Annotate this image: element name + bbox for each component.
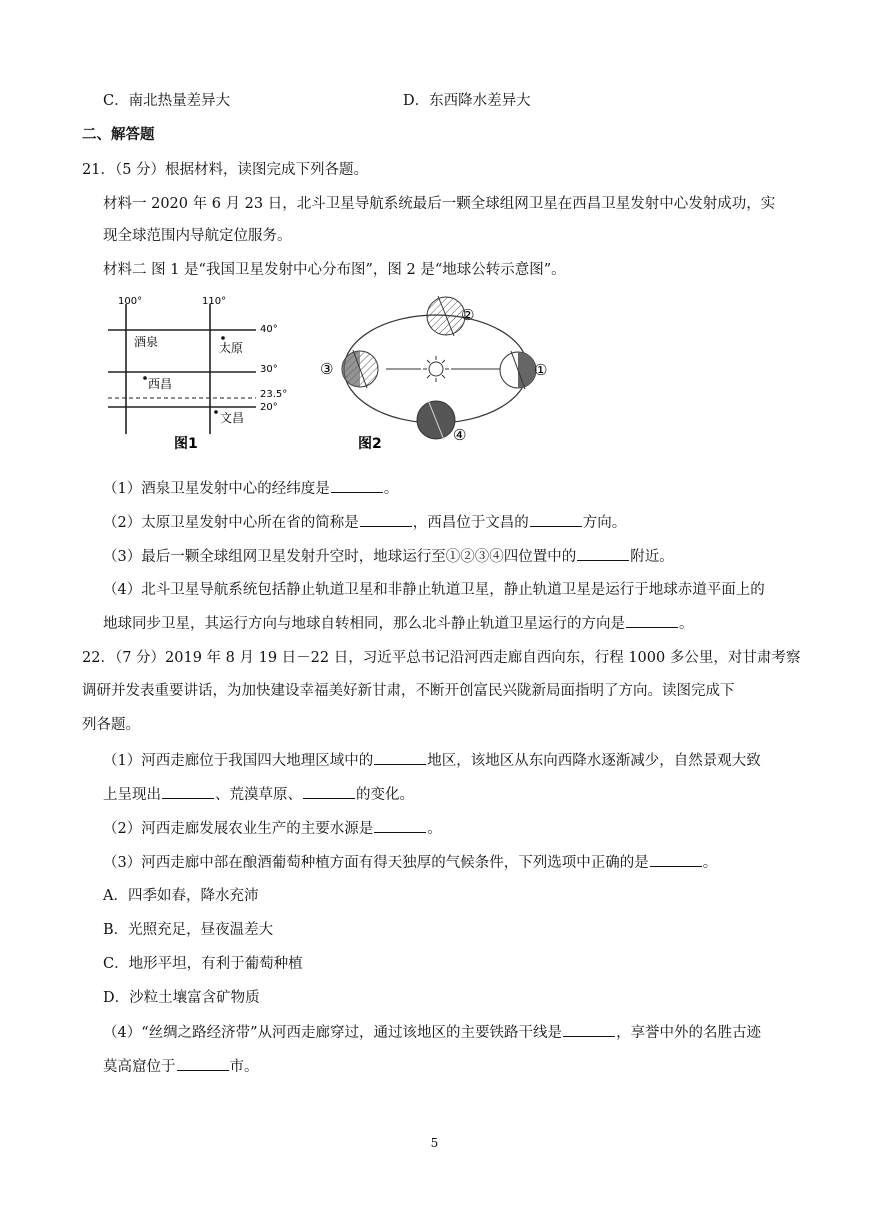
lat-23-5-label: 23.5° bbox=[260, 389, 288, 400]
earth-position-2 bbox=[427, 296, 465, 336]
answer-blank[interactable] bbox=[626, 613, 678, 628]
q22-option-a: A．四季如春，降水充沛 bbox=[103, 888, 259, 904]
q22-option-c: C．地形平坦，有利于葡萄种植 bbox=[103, 956, 303, 972]
answer-blank[interactable] bbox=[303, 784, 355, 799]
answer-blank[interactable] bbox=[563, 1022, 615, 1037]
option-c: C．南北热量差异大 bbox=[103, 93, 231, 109]
q22-option-b: B．光照充足，昼夜温差大 bbox=[103, 922, 274, 938]
answer-blank[interactable] bbox=[374, 750, 426, 765]
lon-110-label: 110° bbox=[202, 296, 227, 307]
q21-material1-line1: 材料一 2020 年 6 月 23 日，北斗卫星导航系统最后一颗全球组网卫星在西昌卫星发射中心发射成功，实 bbox=[103, 196, 776, 212]
earth-position-1 bbox=[500, 351, 536, 389]
q21-material1-line2: 现全球范围内导航定位服务。 bbox=[103, 228, 292, 244]
earth-position-4 bbox=[417, 400, 455, 440]
answer-blank[interactable] bbox=[162, 784, 214, 799]
lat-40-label: 40° bbox=[260, 324, 278, 335]
figure-1-map bbox=[104, 294, 300, 454]
lat-30-label: 30° bbox=[260, 364, 278, 375]
xichang-label: 西昌 bbox=[148, 377, 173, 391]
answer-blank[interactable] bbox=[331, 478, 383, 493]
answer-blank[interactable] bbox=[530, 512, 582, 527]
label-position-4: ④ bbox=[453, 426, 467, 444]
lon-100-label: 100° bbox=[118, 296, 143, 307]
answer-blank[interactable] bbox=[360, 512, 412, 527]
label-position-2: ② bbox=[461, 306, 475, 324]
answer-blank[interactable] bbox=[374, 818, 426, 833]
answer-blank[interactable] bbox=[177, 1056, 229, 1071]
q21-sub1: （1）酒泉卫星发射中心的经纬度是 。 bbox=[103, 478, 398, 499]
q21-sub4-line1: （4）北斗卫星导航系统包括静止轨道卫星和非静止轨道卫星，静止轨道卫星是运行于地球赤道平面上的 bbox=[103, 582, 765, 598]
q21-stem: 21．（5 分）根据材料，读图完成下列各题。 bbox=[82, 162, 369, 178]
lat-20-label: 20° bbox=[260, 402, 278, 413]
figure-1-caption: 图1 bbox=[174, 436, 198, 452]
label-position-1: ① bbox=[534, 361, 548, 379]
q22-option-d: D．沙粒土壤富含矿物质 bbox=[103, 990, 260, 1006]
xichang-dot bbox=[143, 376, 147, 380]
answer-blank[interactable] bbox=[577, 546, 629, 561]
q21-sub2: （2）太原卫星发射中心所在省的简称是 ，西昌位于文昌的 方向。 bbox=[103, 512, 626, 533]
q22-stem-line3: 列各题。 bbox=[82, 717, 140, 733]
jiuquan-label: 酒泉 bbox=[134, 335, 159, 349]
label-position-3: ③ bbox=[320, 360, 334, 378]
page-number: 5 bbox=[430, 1136, 439, 1150]
wenchang-label: 文昌 bbox=[220, 411, 245, 425]
taiyuan-label: 太原 bbox=[219, 341, 244, 355]
q21-sub3: （3）最后一颗全球组网卫星发射升空时，地球运行至①②③④四位置中的 附近。 bbox=[103, 546, 674, 567]
q22-sub4-line2: 莫高窟位于 市。 bbox=[103, 1056, 259, 1077]
q22-sub1-line2: 上呈现出 、荒漠草原、 的变化。 bbox=[103, 784, 414, 805]
wenchang-dot bbox=[214, 410, 218, 414]
q21-sub4-line2: 地球同步卫星，其运行方向与地球自转相同，那么北斗静止轨道卫星运行的方向是 。 bbox=[103, 613, 694, 634]
answer-blank[interactable] bbox=[650, 852, 702, 867]
q22-stem-line1: 22．（7 分）2019 年 8 月 19 日－22 日，习近平总书记沿河西走廊自西向东，行程 1000 多公里，对甘肃考察 bbox=[82, 650, 801, 666]
q22-sub1-line1: （1）河西走廊位于我国四大地理区域中的 地区，该地区从东向西降水逐渐减少，自然景观大致 bbox=[103, 750, 761, 771]
taiyuan-dot bbox=[221, 336, 225, 340]
figure-2-orbit bbox=[316, 294, 556, 454]
q22-stem-line2: 调研并发表重要讲话，为加快建设幸福美好新甘肃，不断开创富民兴陇新局面指明了方向。读图完成下 bbox=[82, 683, 735, 699]
earth-position-3 bbox=[342, 350, 378, 388]
q22-sub3: （3）河西走廊中部在酿酒葡萄种植方面有得天独厚的气候条件，下列选项中正确的是 。 bbox=[103, 852, 717, 873]
section-title: 二、解答题 bbox=[82, 126, 155, 143]
sun-icon bbox=[423, 356, 449, 382]
option-d: D．东西降水差异大 bbox=[403, 93, 531, 109]
q22-sub2: （2）河西走廊发展农业生产的主要水源是 。 bbox=[103, 818, 442, 839]
q21-material2: 材料二 图 1 是“我国卫星发射中心分布图”，图 2 是“地球公转示意图”。 bbox=[103, 262, 566, 278]
q22-sub4-line1: （4）“丝绸之路经济带”从河西走廊穿过，通过该地区的主要铁路干线是 ，享誉中外的名胜古迹 bbox=[103, 1022, 761, 1043]
figure-2-caption: 图2 bbox=[358, 436, 382, 452]
